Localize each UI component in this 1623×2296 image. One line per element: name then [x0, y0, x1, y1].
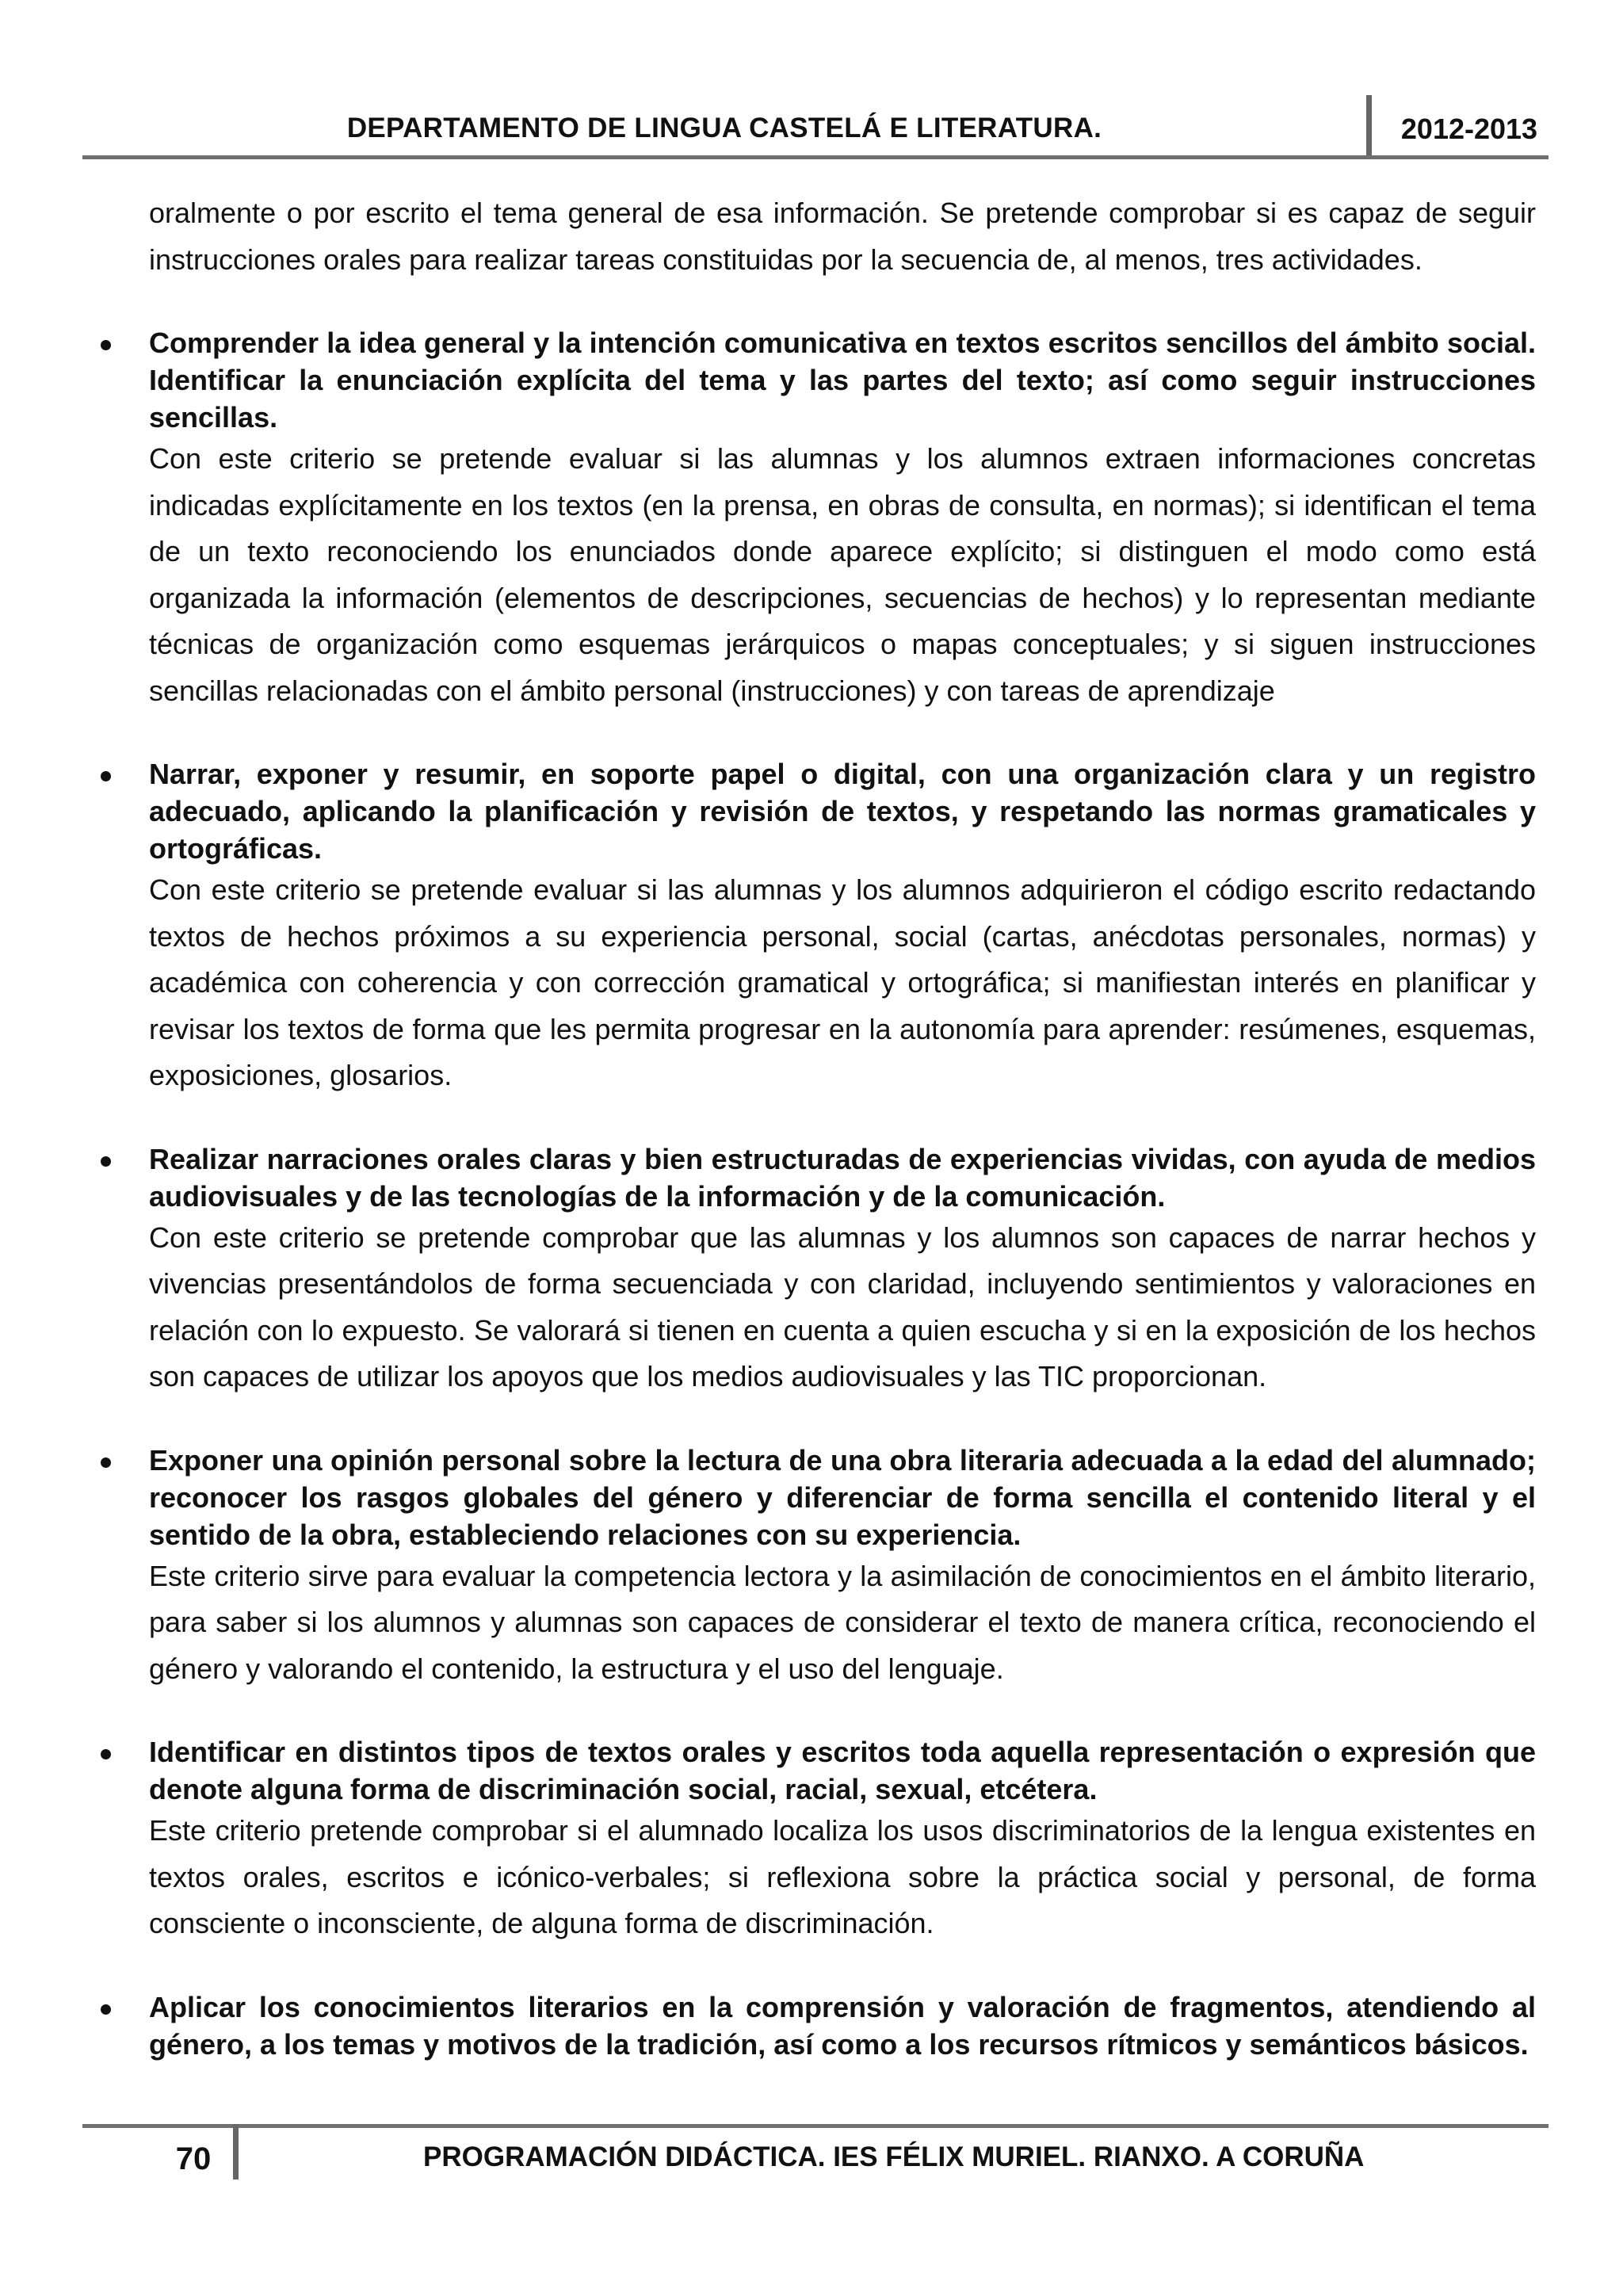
department-title: DEPARTAMENTO DE LINGUA CASTELÁ E LITERATURA. — [346, 113, 1102, 143]
criterion-description: Este criterio pretende comprobar si el alumnado localiza los usos discriminatorios de la lengua existentes en textos orales, escritos e icónico-verbales; si reflexiona sobre la práctica social y personal, de forma consciente o inconsciente, de alguna forma de discriminación. — [149, 1814, 1536, 1939]
school-year: 2012-2013 — [1400, 113, 1538, 145]
page-header — [82, 95, 1549, 159]
criterion-title: Identificar en distintos tipos de textos orales y escritos toda aquella representación o expresión que denote alguna forma de discriminación social, racial, sexual, etcétera. — [149, 1736, 1536, 1805]
bullet-icon — [101, 1156, 111, 1167]
bullet-icon — [101, 2004, 111, 2015]
criterion-title: Comprender la idea general y la intención comunicativa en textos escritos sencillos del ámbito social. Identificar la enunciación explícita del tema y las partes del texto; así como seguir instrucciones sencillas. — [149, 327, 1536, 434]
header-divider — [1366, 95, 1372, 159]
footer-divider — [233, 2124, 239, 2179]
criterion-item — [149, 1733, 1536, 1947]
criterion-title: Aplicar los conocimientos literarios en la comprensión y valoración de fragmentos, atendiendo al género, a los temas y motivos de la tradición, así como a los recursos rítmicos y semánticos básicos. — [149, 1990, 1536, 2061]
footer-rule — [82, 2124, 1549, 2128]
criterion-title: Exponer una opinión personal sobre la lectura de una obra literaria adecuada a la edad del alumnado; reconocer los rasgos globales del género y diferenciar de forma sencilla el contenido literal y el sentido de la obra, estableciendo relaciones con su experiencia. — [149, 1443, 1536, 1551]
criteria-list — [149, 324, 1536, 2063]
criterion-description: Con este criterio se pretende evaluar si las alumnas y los alumnos adquirieron el código escrito redactando textos de hechos próximos a su experiencia personal, social (cartas, anécdotas personales, normas) y académica con coherencia y con corrección gramatical y ortográfica; si manifiestan interés en planificar y revisar los textos de forma que les permita progresar en la autonomía para aprender: resúmenes, esquemas, exposiciones, glosarios. — [149, 873, 1536, 1091]
criterion-item — [149, 324, 1536, 714]
page-number: 70 — [175, 2141, 212, 2176]
criterion-description: Con este criterio se pretende comprobar que las alumnas y los alumnos son capaces de narrar hechos y vivencias presentándolos de forma secuenciada y con claridad, incluyendo sentimientos y valoraciones en relación con lo expuesto. Se valorará si tienen en cuenta a quien escucha y si en la exposición de los hechos son capaces de utilizar los apoyos que los medios audiovisuales y las TIC proporcionan. — [149, 1221, 1536, 1392]
bullet-icon — [101, 1749, 111, 1759]
footer-program-title: PROGRAMACIÓN DIDÁCTICA. IES FÉLIX MURIEL. RIANXO. A CORUÑA — [423, 2141, 1365, 2172]
criterion-description: Con este criterio se pretende evaluar si las alumnas y los alumnos extraen informaciones concretas indicadas explícitamente en los textos (en la prensa, en obras de consulta, en normas); si identifican el tema de un texto reconociendo los enunciados donde aparece explícito; si distinguen el modo como está organizada la información (elementos de descripciones, secuencias de hechos) y lo representan mediante técnicas de organización como esquemas jerárquicos o mapas conceptuales; y si siguen instrucciones sencillas relacionadas con el ámbito personal (instrucciones) y con tareas de aprendizaje — [149, 442, 1536, 707]
bullet-icon — [101, 771, 111, 781]
criterion-item — [149, 1442, 1536, 1693]
criterion-item — [149, 1988, 1536, 2063]
bullet-icon — [101, 340, 111, 350]
criterion-title: Realizar narraciones orales claras y bien estructuradas de experiencias vividas, con ayuda de medios audiovisuales y de las tecnologías de la información y de la comunicación. — [149, 1142, 1536, 1213]
criterion-title: Narrar, exponer y resumir, en soporte papel o digital, con una organización clara y un registro adecuado, aplicando la planificación y revisión de textos, y respetando las normas gramaticales y ortográficas. — [149, 758, 1536, 865]
criterion-description: Este criterio sirve para evaluar la competencia lectora y la asimilación de conocimientos en el ámbito literario, para saber si los alumnos y alumnas son capaces de considerar el texto de manera crítica, reconociendo el género y valorando el contenido, la estructura y el uso del lenguaje. — [149, 1559, 1536, 1685]
page-footer — [82, 2124, 1549, 2187]
page-content — [149, 190, 1536, 2104]
header-rule — [82, 155, 1549, 159]
criterion-item — [149, 1140, 1536, 1400]
bullet-icon — [101, 1457, 111, 1468]
criterion-item — [149, 755, 1536, 1099]
intro-paragraph: oralmente o por escrito el tema general de esa información. Se pretende comprobar si es capaz de seguir instrucciones orales para realizar tareas constituidas por la secuencia de, al menos, tres actividades. — [149, 197, 1536, 276]
